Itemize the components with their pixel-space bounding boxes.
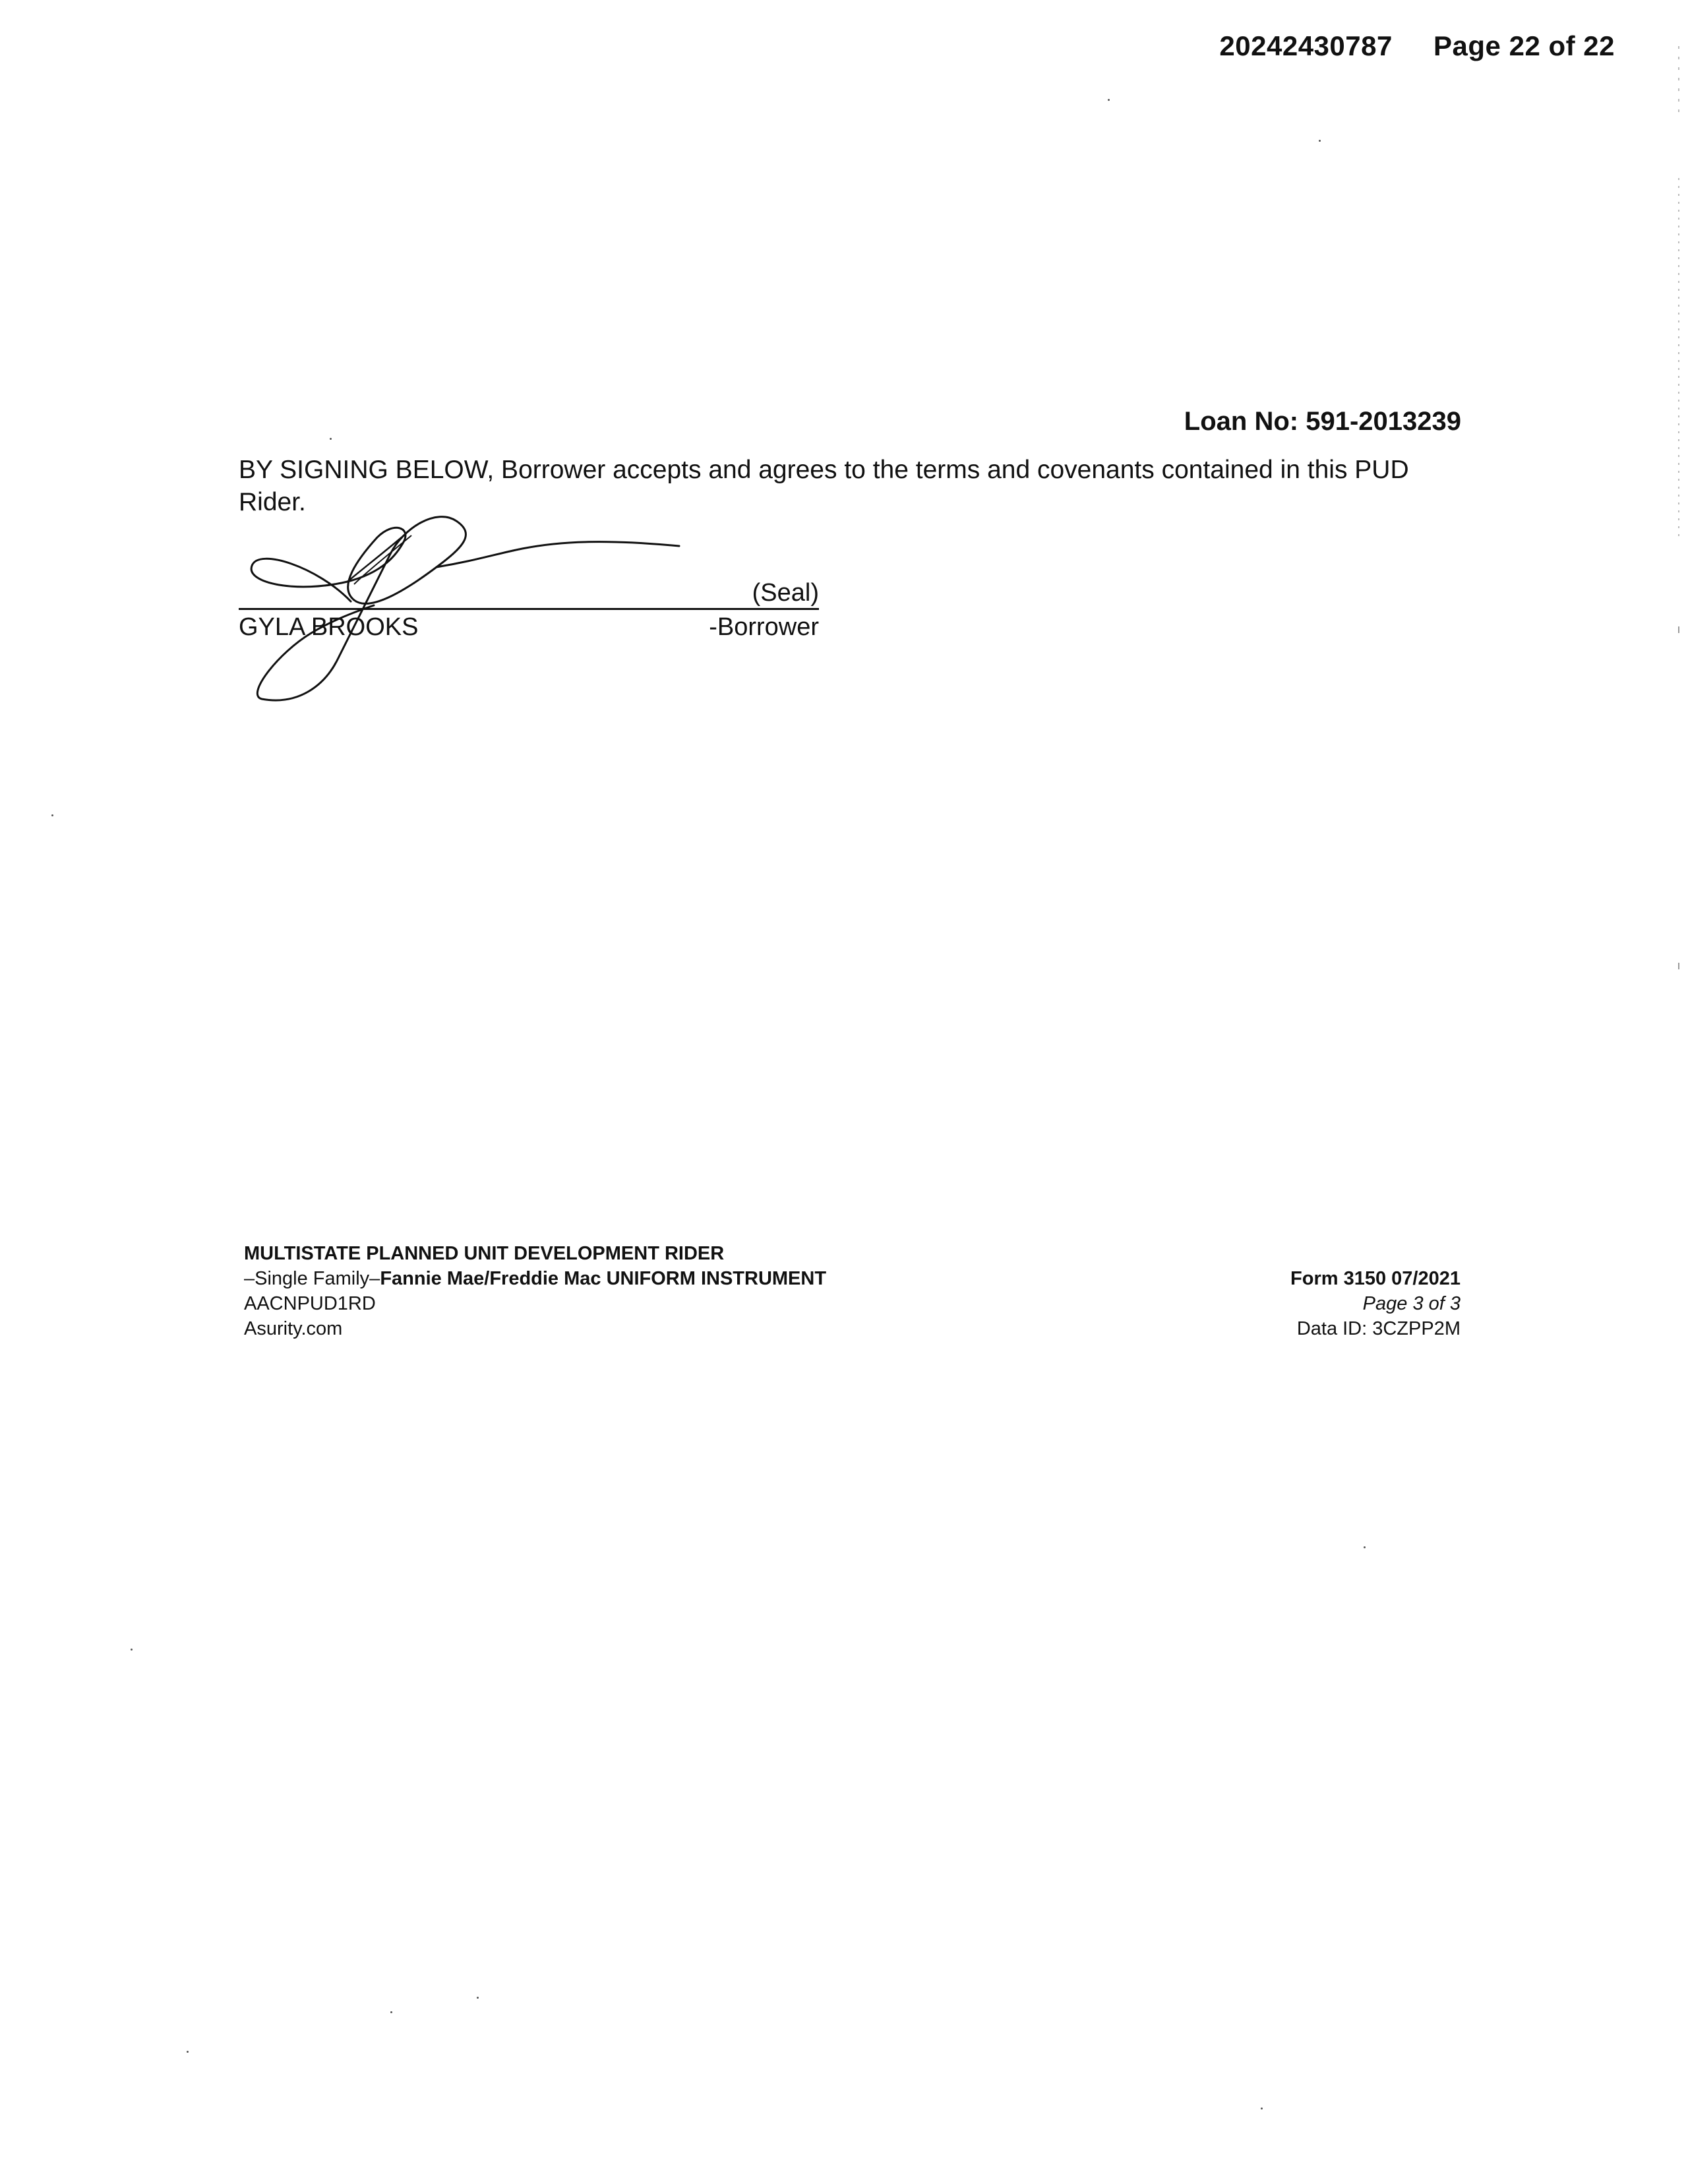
scan-speck [187, 2051, 189, 2053]
recording-header [1219, 30, 1615, 62]
form-title: MULTISTATE PLANNED UNIT DEVELOPMENT RIDER [244, 1243, 725, 1264]
signing-statement: BY SIGNING BELOW, Borrower accepts and agrees to the terms and covenants contained in this PUD Rider. [239, 456, 1409, 516]
seal-label: (Seal) [752, 579, 819, 607]
form-page-ref: Page 3 of 3 [1362, 1293, 1461, 1314]
form-code: AACNPUD1RD [244, 1293, 376, 1314]
scan-speck [51, 814, 53, 816]
form-vendor: Asurity.com [244, 1318, 343, 1339]
page-indicator: Page 22 of 22 [1433, 30, 1615, 61]
scan-speck [390, 2011, 392, 2013]
signature-line [239, 608, 819, 610]
form-subtitle-prefix: –Single Family– [244, 1268, 380, 1289]
scan-speck [1108, 99, 1110, 101]
borrower-role: -Borrower [709, 613, 819, 641]
signature-block [239, 508, 819, 706]
form-data-id: Data ID: 3CZPP2M [1296, 1318, 1461, 1339]
handwritten-signature-icon [239, 508, 819, 706]
scan-speck [330, 438, 332, 440]
loan-number: Loan No: 591-2013239 [1184, 407, 1461, 436]
scan-speck [1319, 140, 1321, 142]
form-subtitle [244, 1266, 826, 1291]
scan-speck [477, 1997, 479, 1999]
scan-speck [1364, 1546, 1366, 1548]
scan-speck [1261, 2108, 1263, 2109]
borrower-name: GYLA BROOKS [239, 613, 419, 641]
form-number: Form 3150 07/2021 [1290, 1268, 1461, 1289]
form-footer-right [1290, 1266, 1461, 1341]
scan-edge-marks-icon [1668, 0, 1688, 2184]
form-footer-left [244, 1241, 826, 1341]
document-number: 20242430787 [1219, 30, 1393, 61]
scan-speck [131, 1649, 133, 1651]
form-subtitle-instrument: Fannie Mae/Freddie Mac UNIFORM INSTRUMENT [380, 1268, 827, 1289]
